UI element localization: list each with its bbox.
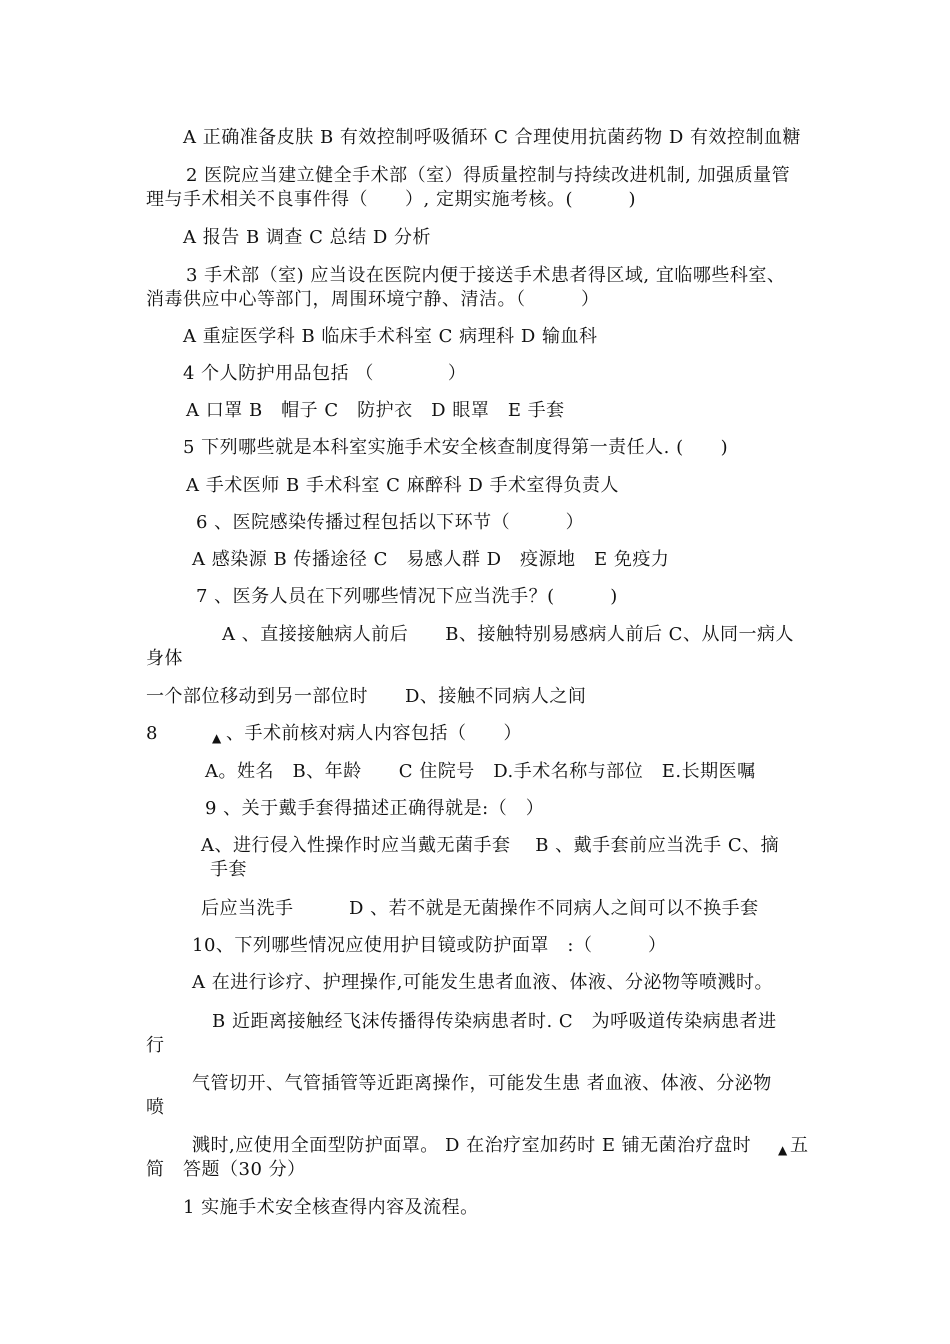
q2-options: A 报告 B 调查 C 总结 D 分析	[183, 227, 431, 248]
q7-options-line1: A 、直接接触病人前后 B、接触特别易感病人前后 C、从同一病人	[222, 624, 794, 645]
q10-option-b-line2: 行	[146, 1035, 165, 1056]
q10-option-b-line1: B 近距离接触经飞沫传播得传染病患者时. C 为呼吸道传染病患者进	[212, 1011, 777, 1032]
q6-options: A 感染源 B 传播途径 C 易感人群 D 疫源地 E 免疫力	[192, 549, 670, 570]
q10-question: 10、下列哪些情况应使用护目镜或防护面罩 :（ ）	[192, 935, 667, 956]
q4-question: 4 个人防护用品包括 （ ）	[183, 363, 467, 384]
q3-options: A 重症医学科 B 临床手术科室 C 病理科 D 输血科	[183, 326, 598, 347]
q8-number: 8	[146, 723, 158, 744]
q3-question-line1: 3 手术部（室) 应当设在医院内便于接送手术患者得区域, 宜临哪些科室、	[186, 265, 786, 286]
q1-options: A 正确准备皮肤 B 有效控制呼吸循环 C 合理使用抗菌药物 D 有效控制血糖	[183, 127, 801, 148]
section-five-label: 五	[790, 1135, 809, 1156]
q10-option-c-line3: 溅时,应使用全面型防护面罩。 D 在治疗室加药时 E 铺无菌治疗盘时	[192, 1135, 752, 1156]
q2-question-line2: 理与手术相关不良事件得（ ）, 定期实施考核。( )	[146, 189, 636, 210]
section-five-title: 简 答题（30 分）	[146, 1159, 306, 1180]
short-answer-q1: 1 实施手术安全核查得内容及流程。	[183, 1197, 479, 1218]
q7-options-line3: 一个部位移动到另一部位时 D、接触不同病人之间	[146, 686, 587, 707]
stray-mark-icon-2: ▲	[778, 1143, 788, 1157]
q9-question: 9 、关于戴手套得描述正确得就是:（ ）	[205, 798, 545, 819]
q9-options-line3: 后应当洗手 D 、若不就是无菌操作不同病人之间可以不换手套	[201, 898, 759, 919]
q7-options-line2: 身体	[146, 648, 183, 669]
q8-options: A。姓名 B、年龄 C 住院号 D.手术名称与部位 E.长期医嘱	[205, 761, 756, 782]
q9-options-line2: 手套	[210, 859, 247, 880]
q2-question-line1: 2 医院应当建立健全手术部（室）得质量控制与持续改进机制, 加强质量管	[186, 165, 791, 186]
stray-mark-icon: ▲	[212, 731, 222, 745]
q4-options: A 口罩 B 帽子 C 防护衣 D 眼罩 E 手套	[186, 400, 565, 421]
q10-option-c-line2: 喷	[146, 1097, 165, 1118]
q8-question: 、手术前核对病人内容包括（ ）	[226, 723, 522, 744]
q5-question: 5 下列哪些就是本科室实施手术安全核查制度得第一责任人. ( )	[183, 437, 729, 458]
q7-question: 7 、医务人员在下列哪些情况下应当洗手？( )	[196, 586, 618, 607]
q10-option-a: A 在进行诊疗、护理操作,可能发生患者血液、体液、分泌物等喷溅时。	[192, 972, 773, 993]
q6-question: 6 、医院感染传播过程包括以下环节（ ）	[196, 512, 585, 533]
q10-option-c-line1: 气管切开、气管插管等近距离操作，可能发生患 者血液、体液、分泌物	[192, 1073, 772, 1094]
q9-options-line1: A、进行侵入性操作时应当戴无菌手套 B 、戴手套前应当洗手 C、摘	[201, 835, 780, 856]
q3-question-line2: 消毒供应中心等部门，周围环境宁静、清洁。（ ）	[146, 289, 600, 310]
q5-options: A 手术医师 B 手术科室 C 麻醉科 D 手术室得负责人	[186, 475, 619, 496]
